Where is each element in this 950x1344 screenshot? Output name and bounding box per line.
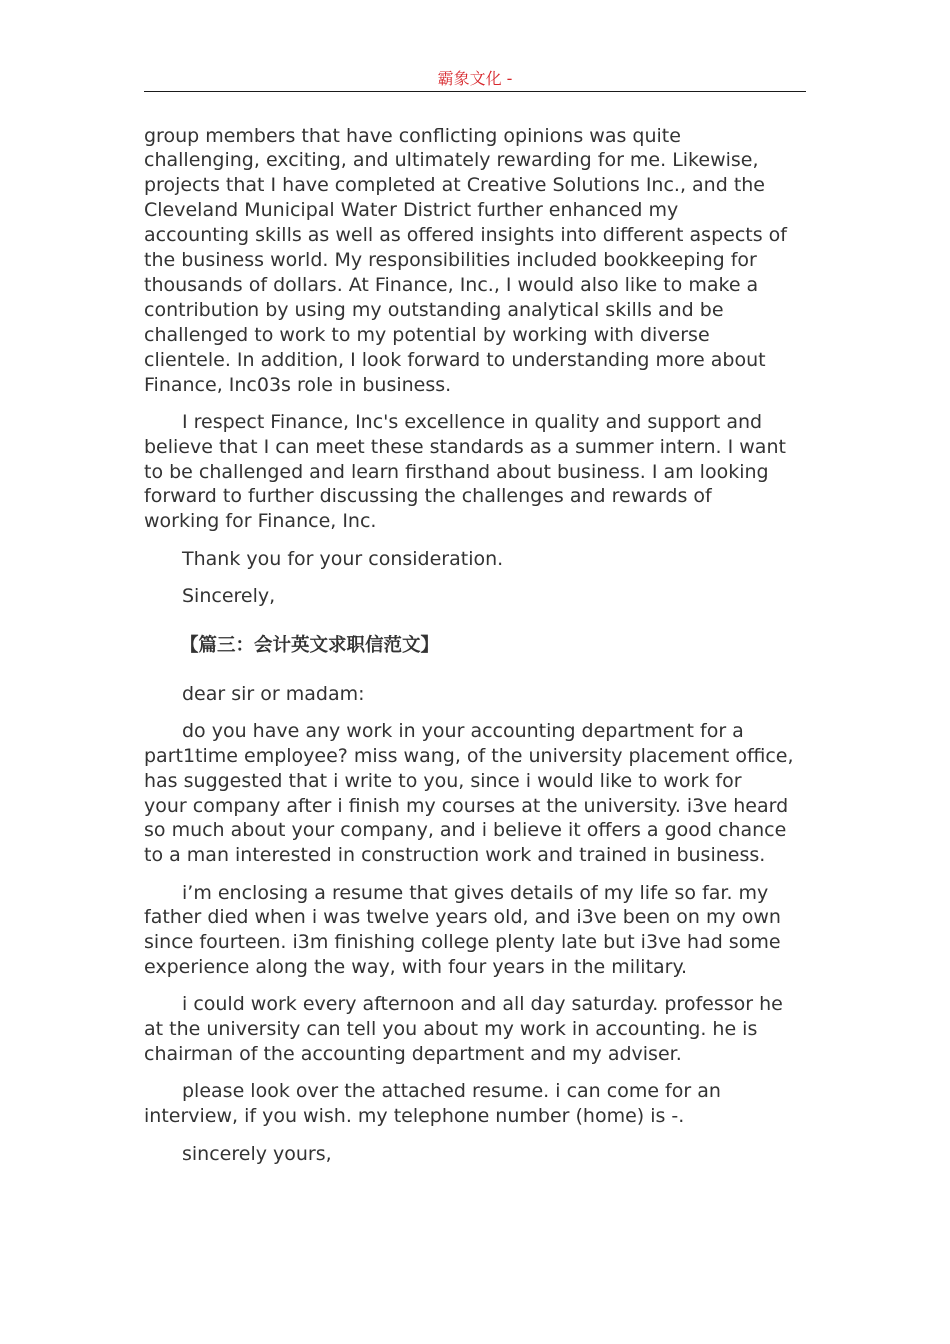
text-line: forward to further discussing the challenges and rewards of: [144, 485, 712, 508]
text-line: contribution by using my outstanding analytical skills and be: [144, 298, 724, 321]
letter-paragraph-1: [144, 719, 806, 868]
text-line: believe that I can meet these standards as a summer intern. I want: [144, 435, 786, 458]
closing-thanks: Thank you for your consideration.: [182, 547, 504, 570]
letter-paragraph-2: [144, 881, 806, 981]
text-line: part1time employee? miss wang, of the university placement office,: [144, 744, 794, 767]
body-paragraph-1: [144, 124, 806, 398]
text-line: group members that have conflicting opinions was quite: [144, 124, 681, 147]
text-line: challenged to work to my potential by working with diverse: [144, 323, 710, 346]
text-line: father died when i was twelve years old, and i3ve been on my own: [144, 906, 781, 929]
closing-signoff: Sincerely,: [182, 584, 276, 607]
text-line: projects that I have completed at Creative Solutions Inc., and the: [144, 174, 765, 197]
text-line: so much about your company, and i believe it offers a good chance: [144, 819, 787, 842]
letter-paragraph-3: [144, 992, 806, 1067]
text-line: to a man interested in construction work and trained in business.: [144, 844, 766, 867]
text-line: at the university can tell you about my work in accounting. he is: [144, 1018, 758, 1041]
text-line: accounting skills as well as offered insights into different aspects of: [144, 224, 787, 247]
letter-signoff: sincerely yours,: [182, 1142, 332, 1165]
text-line: clientele. In addition, I look forward to understanding more about: [144, 348, 766, 371]
text-line: I respect Finance, Inc's excellence in quality and support and: [182, 410, 763, 433]
text-line: experience along the way, with four years in the military.: [144, 956, 688, 979]
text-line: Cleveland Municipal Water District further enhanced my: [144, 199, 679, 222]
text-line: interview, if you wish. my telephone number (home) is -.: [144, 1105, 685, 1128]
letter-paragraph-4: [144, 1079, 806, 1129]
text-line: please look over the attached resume. i can come for an: [182, 1080, 721, 1103]
document-body: [144, 124, 806, 1179]
text-line: challenging, exciting, and ultimately rewarding for me. Likewise,: [144, 149, 759, 172]
body-paragraph-2: [144, 410, 806, 535]
text-line: the business world. My responsibilities included bookkeeping for: [144, 249, 757, 272]
text-line: has suggested that i write to you, since i would like to work for: [144, 769, 742, 792]
text-line: chairman of the accounting department and my adviser.: [144, 1043, 682, 1066]
text-line: working for Finance, Inc.: [144, 510, 377, 533]
text-line: i’m enclosing a resume that gives details of my life so far. my: [182, 881, 769, 904]
text-line: i could work every afternoon and all day saturday. professor he: [182, 993, 783, 1016]
section-heading: 【篇三：会计英文求职信范文】: [180, 634, 440, 656]
text-line: Finance, Inc03s role in business.: [144, 373, 452, 396]
salutation: dear sir or madam:: [182, 682, 365, 705]
text-line: since fourteen. i3m finishing college plenty late but i3ve had some: [144, 931, 781, 954]
text-line: thousands of dollars. At Finance, Inc., I would also like to make a: [144, 273, 759, 296]
page-header: 霸象文化 -: [144, 66, 806, 92]
text-line: do you have any work in your accounting department for a: [182, 719, 744, 742]
text-line: to be challenged and learn firsthand about business. I am looking: [144, 460, 769, 483]
text-line: your company after i finish my courses at the university. i3ve heard: [144, 794, 789, 817]
